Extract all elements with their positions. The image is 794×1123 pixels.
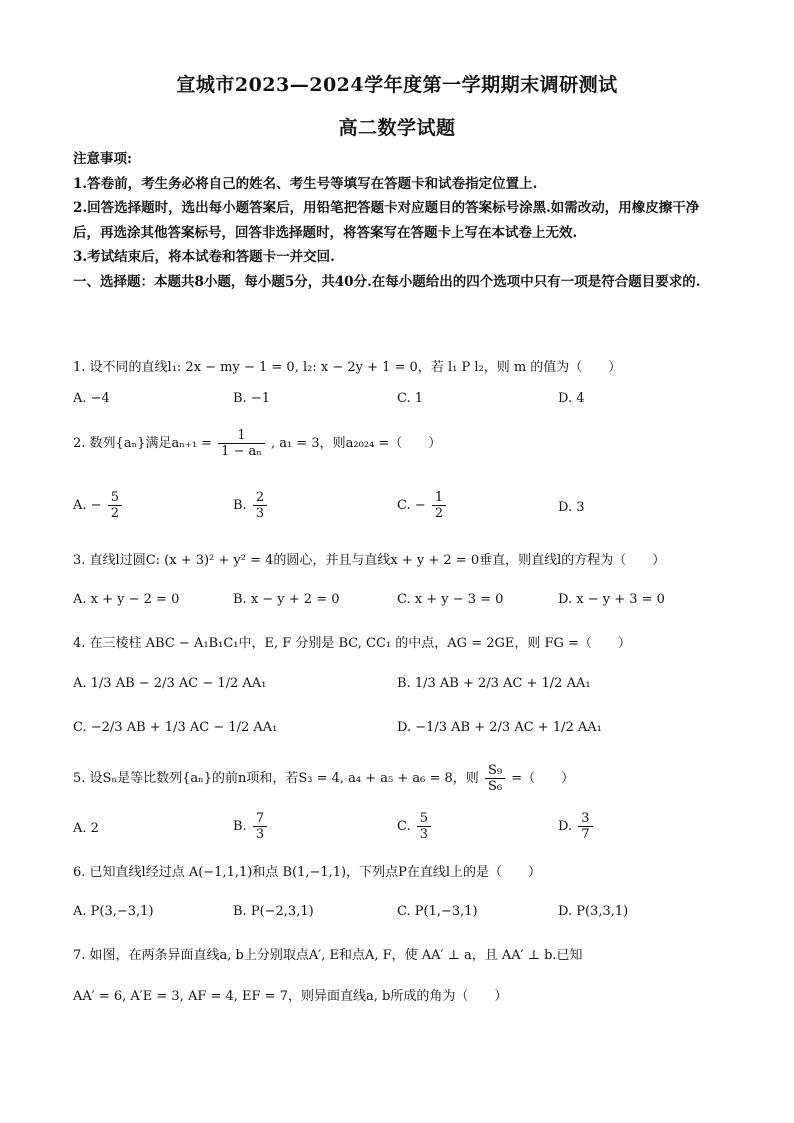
q2-option-a: A. − $\frac{5}{2}$ [73,490,124,521]
q5-option-c: C. $\frac{5}{3}$ [397,811,433,842]
question-1-stem: 1. 设不同的直线l₁: 2x − my − 1 = 0, l₂: x − 2y + 1 = 0，若 l₁ P l₂，则 m 的值为（ ） [73,360,622,375]
question-6-stem: 6. 已知直线l经过点 A(−1,1,1)和点 B(1,−1,1)，下列点P在直线l上的是（ ） [73,865,542,880]
q2-option-b: B. $\frac{2}{3}$ [233,490,269,521]
q5-stem-a: 5. 设Sₙ是等比数列{aₙ}的前n项和，若S₃ = 4, a₄ + a₅ + a₆ = 8，则 [73,771,479,786]
q4-option-a: A. 1/3 AB − 2/3 AC − 1/2 AA₁ [73,676,267,691]
q5-fraction [485,763,505,794]
q6-option-c: C. P(1,−3,1) [397,904,478,919]
q2-stem-a: 2. 数列{aₙ}满足aₙ₊₁ = [73,436,212,451]
notice-heading: 注意事项: [73,151,132,167]
q4-option-b: B. 1/3 AB + 2/3 AC + 1/2 AA₁ [397,676,591,691]
q2-option-c: C. − $\frac{1}{2}$ [397,490,448,521]
q5-option-d: D. $\frac{3}{7}$ [558,811,595,842]
q5-frac-den: S₆ [487,779,503,794]
notice-item-3: 3.考试结束后，将本试卷和答题卡一并交回. [73,249,335,265]
notice-block [73,147,723,294]
q5-option-a: A. 2 [73,821,99,836]
question-7-line-2: AA′ = 6, A′E = 3, AF = 4, EF = 7，则异面直线a, b所成的角为（ ） [73,989,508,1004]
exam-title: 宣城市2023—2024学年度第一学期期末调研测试 [176,74,618,96]
exam-subtitle: 高二数学试题 [338,117,456,139]
q3-option-c: C. x + y − 3 = 0 [397,592,504,607]
q2-frac-num: 1 [218,428,265,444]
question-4-stem: 4. 在三棱柱 ABC − A₁B₁C₁中，E, F 分别是 BC, CC₁ 的中点，AG = 2GE，则 FG =（ ） [73,636,631,651]
q2-stem-b: , a₁ = 3，则a₂₀₂₄ =（ ） [271,436,442,451]
q1-option-c: C. 1 [397,391,424,406]
question-7-line-1: 7. 如图，在两条异面直线a, b上分别取点A′, E和点A, F，使 AA′ ⊥ a，且 AA′ ⊥ b.已知 [73,948,583,963]
q2-option-d: D. 3 [558,500,585,515]
q6-option-d: D. P(3,3,1) [558,904,629,919]
q5-option-b: B. $\frac{7}{3}$ [233,811,269,842]
q4-option-d: D. −1/3 AB + 2/3 AC + 1/2 AA₁ [397,720,602,735]
section-heading: 一、选择题：本题共8小题，每小题5分，共40分.在每小题给出的四个选项中只有一项是符合题目要求的. [73,273,701,290]
notice-item-1: 1.答卷前，考生务必将自己的姓名、考生号等填写在答题卡和试卷指定位置上. [73,175,538,192]
q4-option-c: C. −2/3 AB + 1/3 AC − 1/2 AA₁ [73,720,278,735]
q6-option-a: A. P(3,−3,1) [73,904,154,919]
q3-option-d: D. x − y + 3 = 0 [558,592,665,607]
q2-frac-den: 1 − aₙ [221,444,262,459]
q1-option-a: A. −4 [73,391,110,406]
q3-option-a: A. x + y − 2 = 0 [73,592,180,607]
notice-item-2: 2.回答选择题时，选出每小题答案后，用铅笔把答题卡对应题目的答案标号涂黑.如需改动，用橡皮擦干净后，再选涂其他答案标号，回答非选择题时，将答案写在答题卡上写在本试卷上无效. [73,200,700,241]
q5-stem-b: =（ ） [511,771,575,786]
q3-option-b: B. x − y + 2 = 0 [233,592,340,607]
q1-option-d: D. 4 [558,391,585,406]
q6-option-b: B. P(−2,3,1) [233,904,314,919]
q2-fraction [218,428,265,459]
q1-option-b: B. −1 [233,391,270,406]
question-2-stem [73,428,723,459]
question-3-stem: 3. 直线l过圆C: (x + 3)² + y² = 4的圆心，并且与直线x + y + 2 = 0垂直，则直线l的方程为（ ） [73,553,666,568]
question-5-stem [73,763,723,794]
q5-frac-num: S₉ [485,763,505,779]
